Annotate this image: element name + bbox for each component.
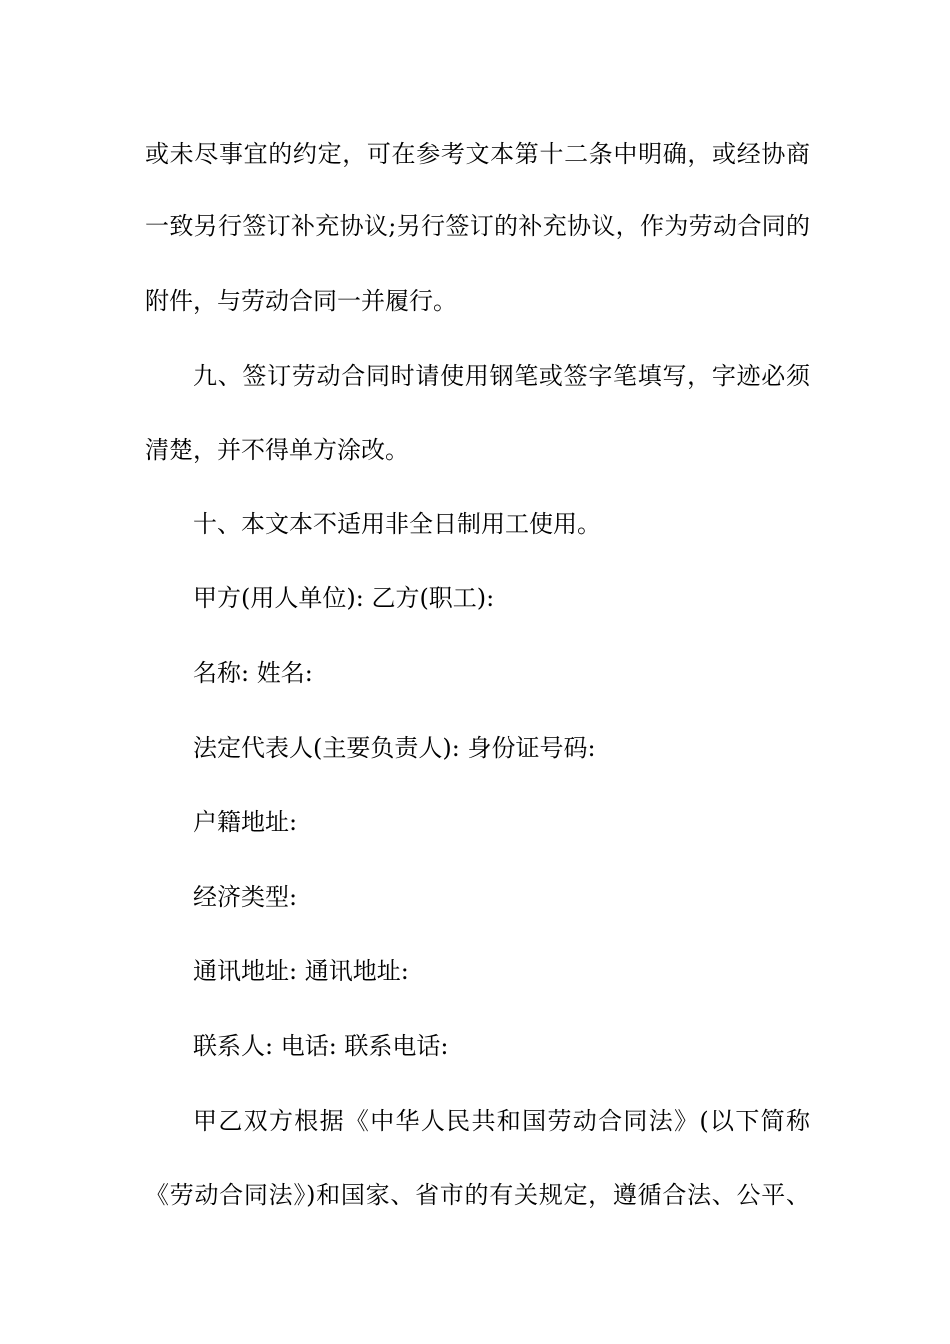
paragraph-line: 或未尽事宜的约定，可在参考文本第十二条中明确，或经协商 [145,140,810,168]
paragraph-line: 九、签订劳动合同时请使用钢笔或签字笔填写，字迹必须 [193,362,810,390]
paragraph-line: 《劳动合同法》)和国家、省市的有关规定，遵循合法、公平、 [145,1181,810,1209]
paragraph-line: 附件，与劳动合同一并履行。 [145,287,457,315]
form-field-line: 甲方(用人单位): 乙方(职工): [193,584,495,612]
form-field-line: 经济类型: [193,883,298,911]
paragraph-line: 清楚，并不得单方涂改。 [145,436,409,464]
paragraph-line: 一致另行签订补充协议;另行签订的补充协议，作为劳动合同的 [145,212,810,240]
form-field-line: 通讯地址: 通讯地址: [193,957,409,985]
form-field-line: 法定代表人(主要负责人): 身份证号码: [193,734,596,762]
form-field-line: 名称: 姓名: [193,659,313,687]
form-field-line: 联系人: 电话: 联系电话: [193,1032,449,1060]
paragraph-line: 甲乙双方根据《中华人民共和国劳动合同法》(以下简称 [193,1107,810,1135]
paragraph-line: 十、本文本不适用非全日制用工使用。 [193,510,601,538]
form-field-line: 户籍地址: [193,808,298,836]
